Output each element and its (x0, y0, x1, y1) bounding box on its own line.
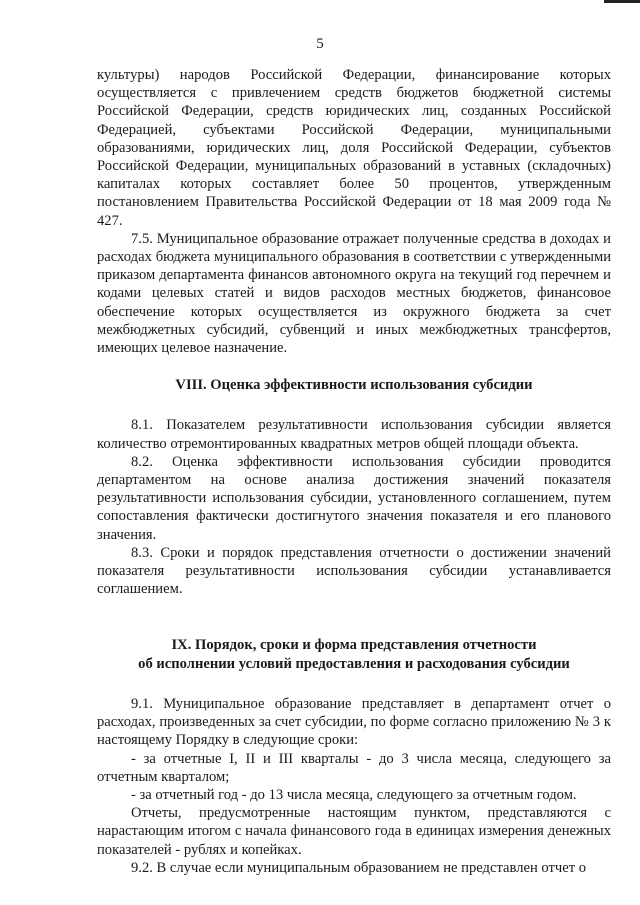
scan-corner-mark (604, 0, 640, 3)
paragraph-9-1: 9.1. Муниципальное образование представляет в департамент отчет о расходах, произведенных за счет субсидии, по форме согласно приложению № 3 к настоящему Порядку в следующие сроки: (97, 695, 611, 749)
page-number: 5 (316, 36, 324, 52)
section-8-heading: VIII. Оценка эффективности использования субсидии (175, 377, 533, 394)
paragraph-reports: Отчеты, предусмотренные настоящим пунктом, представляются с нарастающим итогом с начала финансового года в единицах измерения денежных показателей - рублях и копейках. (97, 805, 611, 858)
paragraph-8-1: 8.1. Показателем результативности использования субсидии является количество отремонтированных квадратных метров общей площади объекта. (97, 417, 611, 452)
paragraph-9-2: 9.2. В случае если муниципальным образованием не представлен отчет о (131, 859, 587, 876)
section-9-heading-line-2: об исполнении условий предоставления и расходования субсидии (138, 655, 570, 672)
spacer (97, 394, 611, 416)
document-body (97, 66, 611, 877)
spacer (97, 598, 611, 636)
paragraph-8-3: 8.3. Сроки и порядок представления отчетности о достижении значений показателя результативности использования субсидии устанавливается соглашением. (97, 544, 611, 598)
paragraph-7-5: 7.5. Муниципальное образование отражает полученные средства в доходах и расходах бюджета муниципального образования в соответствии с утвержденными приказом департамента финансов автономного округа на текущий год перечнем и кодами целевых статей и видов расходов местных бюджетов, финансовое обеспечение которых осуществляется из окружного бюджета за счет межбюджетных субсидий, субвенций и иных межбюджетных трансфертов, имеющих целевое назначение. (97, 230, 611, 357)
spacer (97, 673, 611, 695)
spacer (97, 357, 611, 376)
paragraph-intro-continuation: культуры) народов Российской Федерации, финансирование которых осуществляется с привлечением средств бюджетов бюджетной системы Российской Федерации, средств юридических лиц, созданных Российской Федерацией, субъектами Российской Федерации, муниципальными образованиями, юридических лиц, доля Российской Федерации, субъектов Российской Федерации, муниципальных образований в уставных (складочных) капиталах которых составляет более 50 процентов, утвержденным постановлением Правительства Российской Федерации от 18 мая 2009 года № 427. (97, 67, 611, 229)
paragraph-9-1-item-year: - за отчетный год - до 13 числа месяца, следующего за отчетным годом. (131, 786, 577, 803)
paragraph-9-1-item-quarters: - за отчетные I, II и III кварталы - до 3 числа месяца, следующего за отчетным кварталом; (97, 750, 611, 785)
paragraph-8-2: 8.2. Оценка эффективности использования субсидии проводится департаментом на основе анализа достижения значений показателя результативности использования субсидии, установленного соглашением, путем сопоставления фактически достигнутого значения показателя и его планового значения. (97, 453, 611, 543)
section-9-heading-line-1: IX. Порядок, сроки и форма представления отчетности (171, 637, 537, 654)
